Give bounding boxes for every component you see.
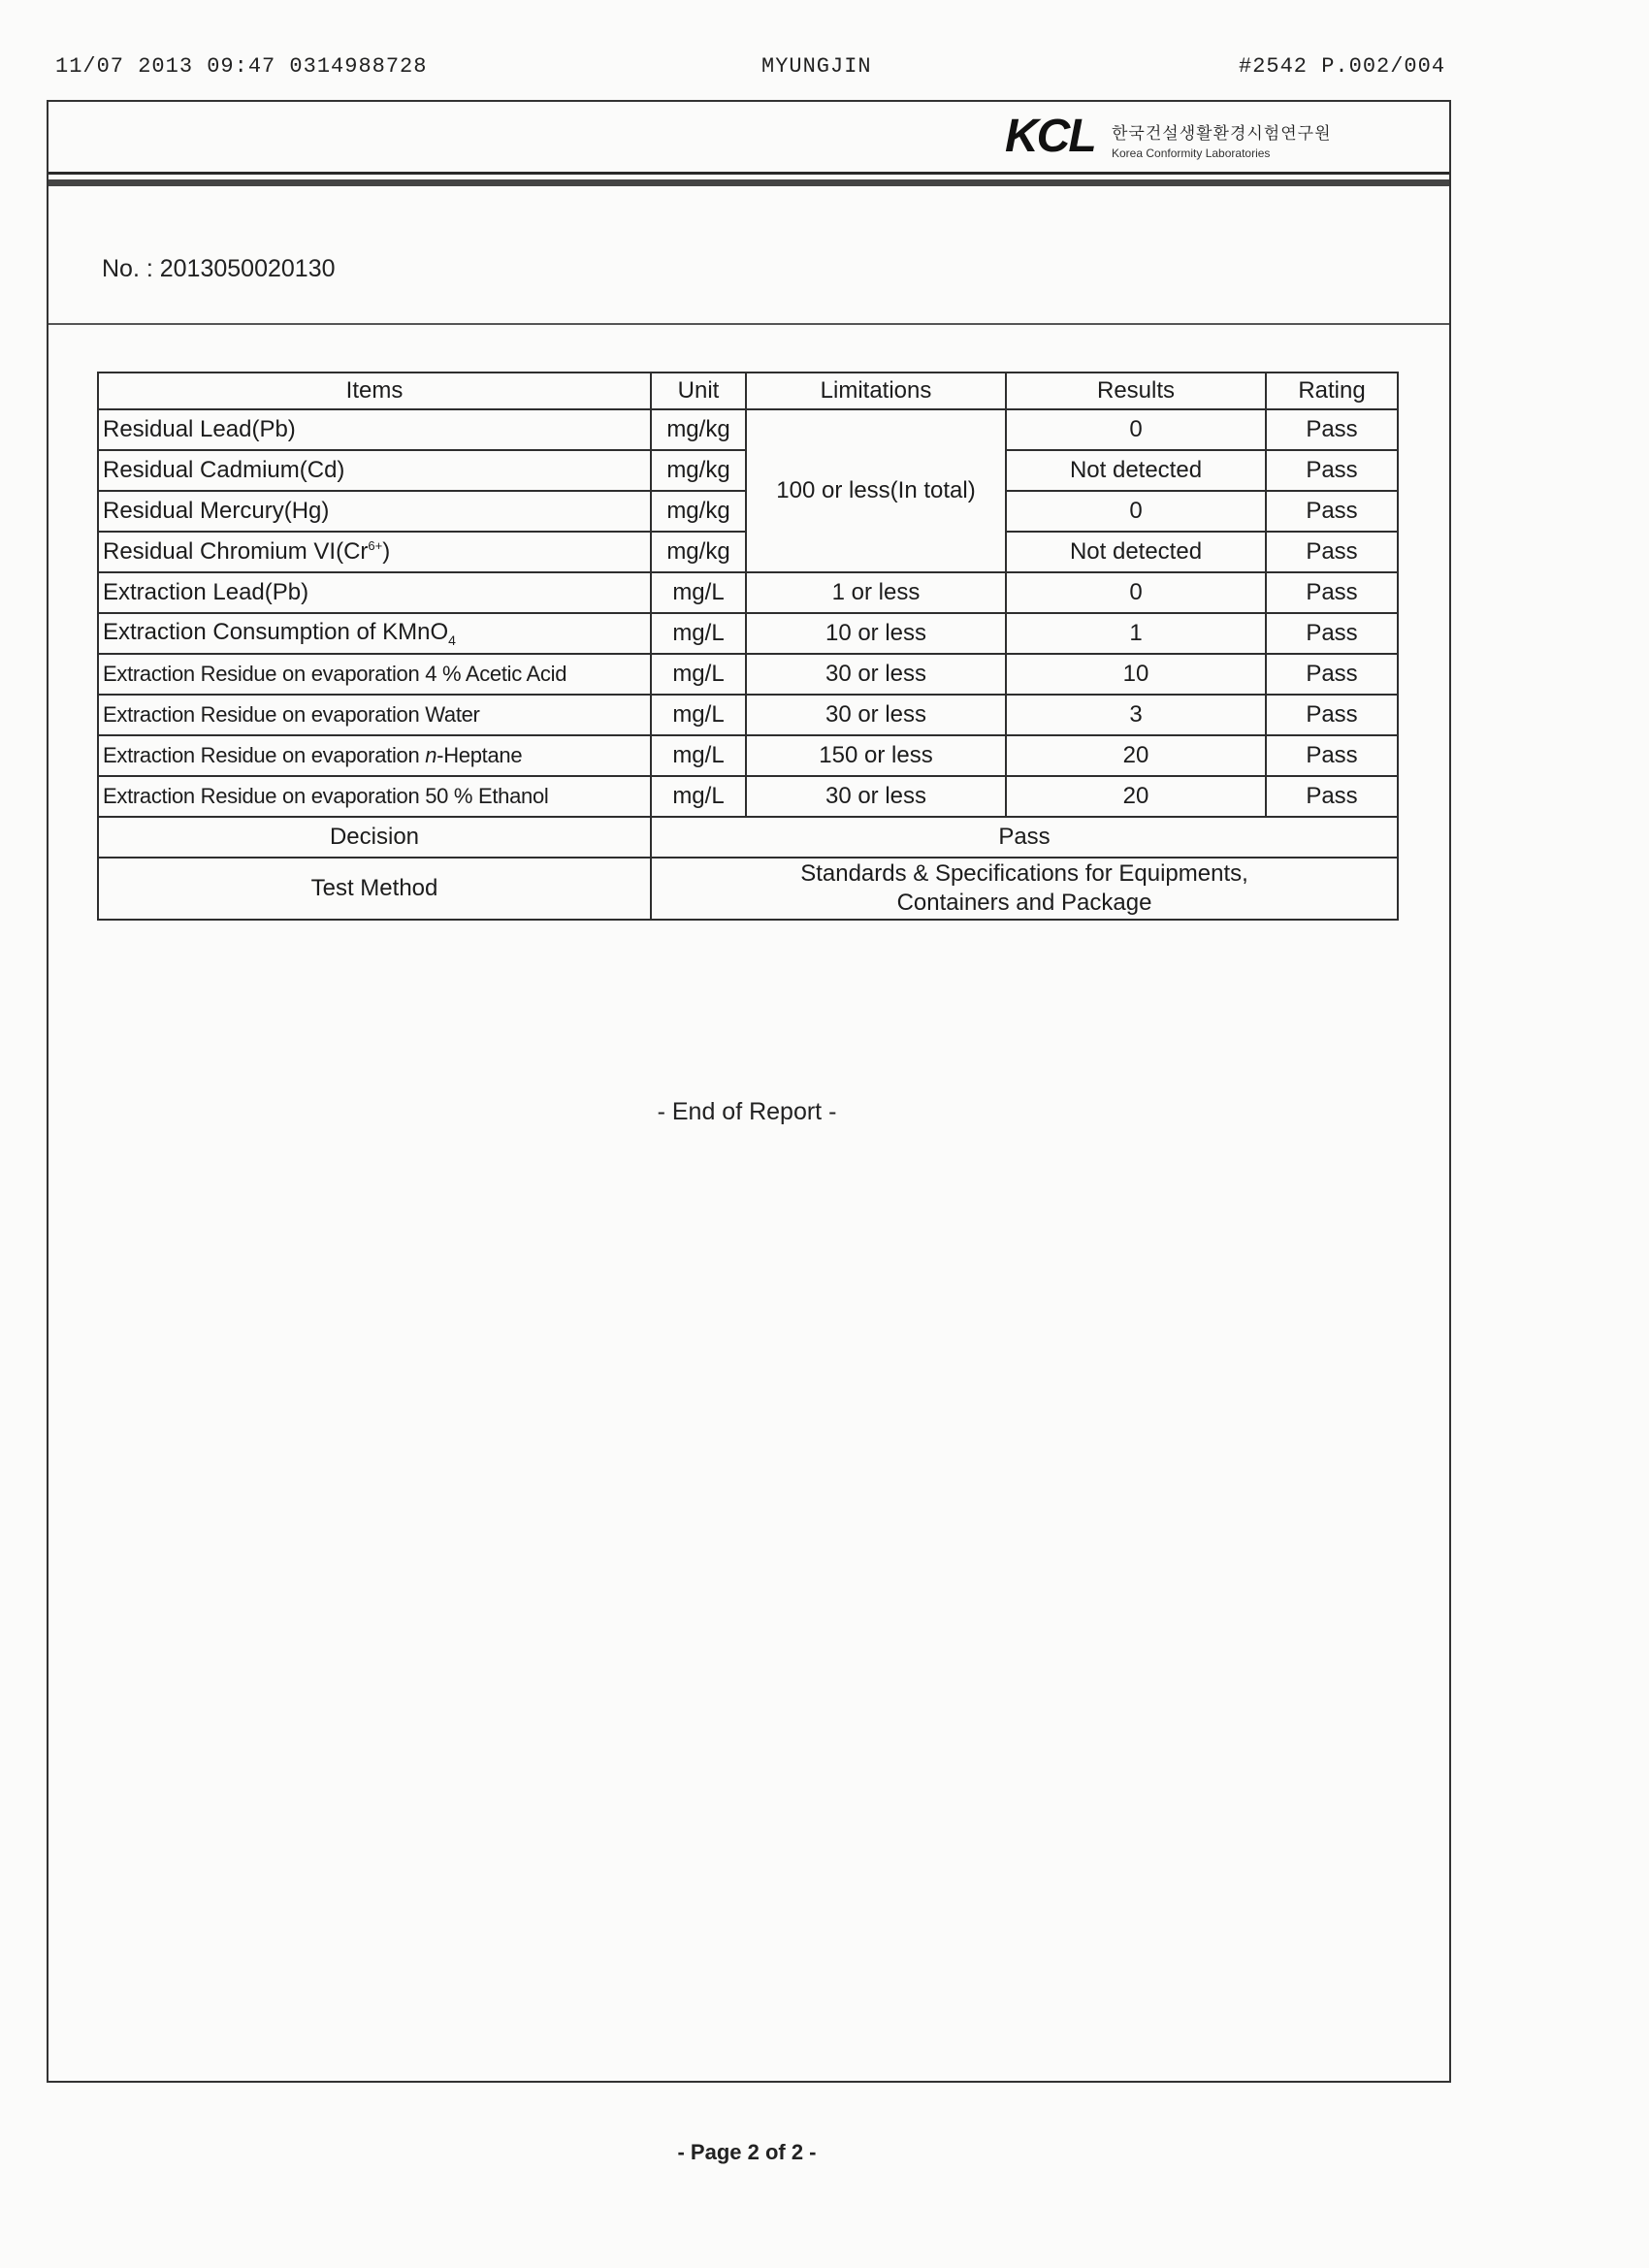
header-results: Results (1006, 373, 1266, 409)
item-subscript: 4 (448, 632, 456, 648)
rating-cell: Pass (1266, 572, 1398, 613)
logo-english-name: Korea Conformity Laboratories (1112, 146, 1271, 160)
result-cell: 10 (1006, 654, 1266, 695)
fax-header (0, 54, 1649, 85)
unit-cell: mg/kg (651, 409, 746, 450)
item-text-tail: ) (382, 538, 391, 565)
item-cell: Residual Cadmium(Cd) (98, 450, 651, 491)
header-items: Items (98, 373, 651, 409)
header-rule-thick (48, 179, 1449, 186)
page-number: - Page 2 of 2 - (677, 2140, 817, 2164)
limitation-cell: 30 or less (746, 695, 1006, 735)
result-cell: Not detected (1006, 532, 1266, 572)
unit-cell: mg/L (651, 613, 746, 654)
limitation-cell: 10 or less (746, 613, 1006, 654)
rating-cell: Pass (1266, 654, 1398, 695)
item-cell (98, 532, 651, 572)
rating-cell: Pass (1266, 613, 1398, 654)
table-row (98, 572, 1398, 613)
header-limitations: Limitations (746, 373, 1006, 409)
rating-cell: Pass (1266, 532, 1398, 572)
result-cell: 1 (1006, 613, 1266, 654)
item-cell: Extraction Residue on evaporation 4 % Acetic Acid (98, 654, 651, 695)
table-row (98, 735, 1398, 776)
decision-label: Decision (98, 817, 651, 858)
item-text-tail: -Heptane (436, 743, 523, 767)
item-text: Extraction Residue on evaporation (103, 743, 426, 767)
report-frame (47, 100, 1451, 2083)
rating-cell: Pass (1266, 695, 1398, 735)
table-row (98, 695, 1398, 735)
test-method-line-1: Standards & Specifications for Equipments, (800, 860, 1248, 887)
test-method-value (651, 858, 1398, 920)
rating-cell: Pass (1266, 409, 1398, 450)
limitation-cell: 100 or less(In total) (746, 409, 1006, 572)
result-cell: 20 (1006, 776, 1266, 817)
item-cell: Extraction Residue on evaporation 50 % Ethanol (98, 776, 651, 817)
rating-cell: Pass (1266, 491, 1398, 532)
item-text: Extraction Consumption of KMnO (103, 619, 449, 646)
result-cell: 20 (1006, 735, 1266, 776)
table-row (98, 613, 1398, 654)
decision-value: Pass (651, 817, 1398, 858)
result-cell: 0 (1006, 409, 1266, 450)
unit-cell: mg/kg (651, 491, 746, 532)
header-unit: Unit (651, 373, 746, 409)
logo-mark: KCL (1005, 111, 1095, 162)
unit-cell: mg/kg (651, 532, 746, 572)
unit-cell: mg/L (651, 654, 746, 695)
fax-datetime-phone: 11/07 2013 09:47 0314988728 (55, 54, 428, 79)
table-row (98, 654, 1398, 695)
unit-cell: mg/L (651, 572, 746, 613)
item-text: Residual Chromium VI(Cr (103, 538, 369, 565)
test-method-row (98, 858, 1398, 920)
item-cell: Residual Mercury(Hg) (98, 491, 651, 532)
unit-cell: mg/L (651, 735, 746, 776)
limitation-cell: 30 or less (746, 776, 1006, 817)
item-cell (98, 735, 651, 776)
header-rule (48, 172, 1449, 175)
item-italic: n (425, 743, 437, 767)
limitation-cell: 150 or less (746, 735, 1006, 776)
logo-korean-name: 한국건설생활환경시험연구원 (1112, 124, 1332, 144)
table-header-row (98, 373, 1398, 409)
table-row (98, 409, 1398, 450)
result-cell: Not detected (1006, 450, 1266, 491)
rating-cell: Pass (1266, 735, 1398, 776)
rating-cell: Pass (1266, 776, 1398, 817)
report-number-value: 2013050020130 (159, 255, 336, 282)
item-superscript: 6+ (368, 538, 383, 553)
item-cell: Residual Lead(Pb) (98, 409, 651, 450)
report-number-label: No. : (102, 255, 160, 282)
report-number (102, 255, 336, 283)
limitation-cell: 30 or less (746, 654, 1006, 695)
result-cell: 3 (1006, 695, 1266, 735)
results-table (97, 372, 1399, 921)
unit-cell: mg/L (651, 695, 746, 735)
limitation-cell: 1 or less (746, 572, 1006, 613)
item-cell (98, 613, 651, 654)
result-cell: 0 (1006, 572, 1266, 613)
result-cell: 0 (1006, 491, 1266, 532)
kcl-logo (1005, 108, 1403, 166)
test-method-label: Test Method (98, 858, 651, 920)
item-cell: Extraction Residue on evaporation Water (98, 695, 651, 735)
decision-row (98, 817, 1398, 858)
unit-cell: mg/kg (651, 450, 746, 491)
header-rating: Rating (1266, 373, 1398, 409)
section-rule (48, 323, 1449, 325)
table-row (98, 776, 1398, 817)
fax-sender: MYUNGJIN (761, 54, 872, 79)
end-of-report: - End of Report - (657, 1098, 837, 1125)
fax-page-ref: #2542 P.002/004 (1239, 54, 1446, 79)
unit-cell: mg/L (651, 776, 746, 817)
test-method-line-2: Containers and Package (896, 890, 1152, 916)
item-cell: Extraction Lead(Pb) (98, 572, 651, 613)
rating-cell: Pass (1266, 450, 1398, 491)
